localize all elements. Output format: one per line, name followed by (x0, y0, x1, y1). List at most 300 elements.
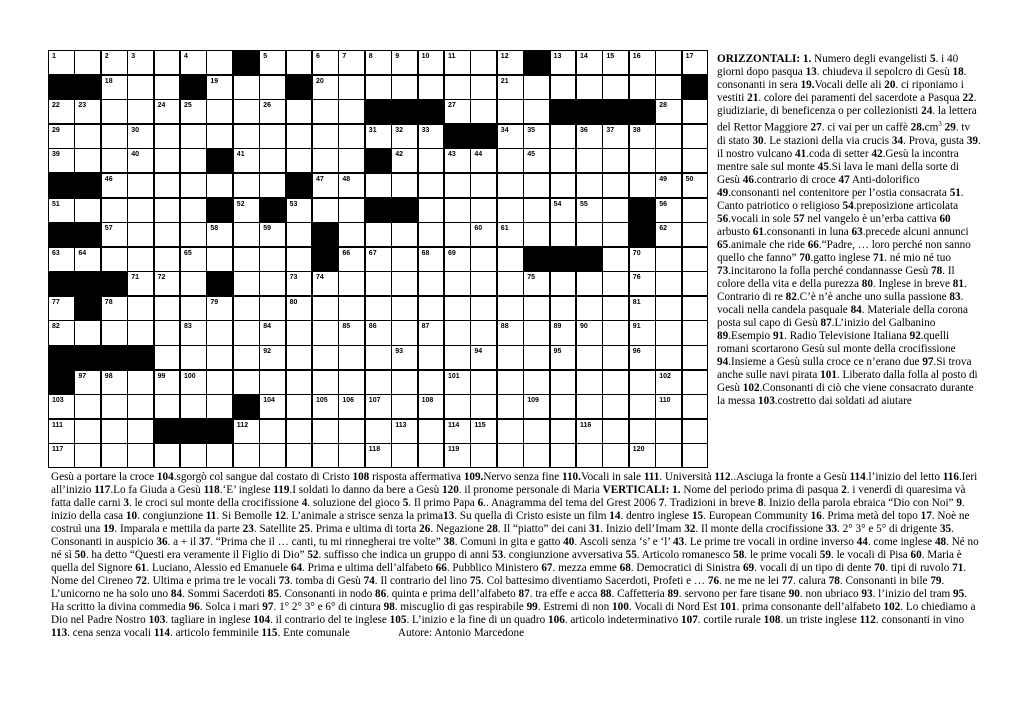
grid-cell[interactable] (286, 222, 313, 247)
grid-cell[interactable] (154, 345, 181, 370)
grid-cell[interactable] (523, 173, 550, 198)
grid-cell[interactable] (233, 296, 260, 321)
grid-cell[interactable] (391, 271, 418, 296)
grid-cell[interactable] (523, 222, 550, 247)
grid-cell[interactable] (629, 75, 656, 100)
grid-cell[interactable] (682, 50, 709, 75)
grid-cell[interactable] (629, 320, 656, 345)
grid-cell[interactable] (233, 419, 260, 444)
grid-cell[interactable] (259, 443, 286, 468)
grid-cell[interactable] (286, 148, 313, 173)
grid-cell[interactable] (470, 419, 497, 444)
grid-cell[interactable] (682, 198, 709, 223)
grid-cell[interactable] (154, 320, 181, 345)
grid-cell[interactable] (682, 394, 709, 419)
grid-cell[interactable] (629, 419, 656, 444)
grid-cell[interactable] (74, 99, 101, 124)
grid-cell[interactable] (470, 271, 497, 296)
grid-cell[interactable] (338, 75, 365, 100)
grid-cell[interactable] (444, 148, 471, 173)
grid-cell[interactable] (550, 50, 577, 75)
grid-cell[interactable] (127, 271, 154, 296)
grid-cell[interactable] (602, 320, 629, 345)
grid-cell[interactable] (444, 50, 471, 75)
grid-cell[interactable] (365, 296, 392, 321)
grid-cell[interactable] (550, 222, 577, 247)
grid-cell[interactable] (418, 271, 445, 296)
grid-cell[interactable] (206, 222, 233, 247)
grid-cell[interactable] (550, 345, 577, 370)
grid-cell[interactable] (259, 124, 286, 149)
grid-cell[interactable] (418, 222, 445, 247)
grid-cell[interactable] (286, 124, 313, 149)
grid-cell[interactable] (550, 148, 577, 173)
grid-cell[interactable] (682, 148, 709, 173)
grid-cell[interactable] (418, 320, 445, 345)
grid-cell[interactable] (286, 296, 313, 321)
grid-cell[interactable] (629, 148, 656, 173)
grid-cell[interactable] (127, 99, 154, 124)
grid-cell[interactable] (444, 222, 471, 247)
grid-cell[interactable] (444, 320, 471, 345)
grid-cell[interactable] (180, 99, 207, 124)
grid-cell[interactable] (682, 222, 709, 247)
grid-cell[interactable] (470, 247, 497, 272)
grid-cell[interactable] (682, 443, 709, 468)
grid-cell[interactable] (74, 370, 101, 395)
grid-cell[interactable] (48, 124, 75, 149)
grid-cell[interactable] (497, 173, 524, 198)
grid-cell[interactable] (286, 99, 313, 124)
grid-cell[interactable] (418, 50, 445, 75)
grid-cell[interactable] (127, 296, 154, 321)
grid-cell[interactable] (629, 50, 656, 75)
grid-cell[interactable] (418, 296, 445, 321)
grid-cell[interactable] (180, 247, 207, 272)
grid-cell[interactable] (127, 394, 154, 419)
grid-cell[interactable] (206, 50, 233, 75)
grid-cell[interactable] (470, 370, 497, 395)
grid-cell[interactable] (259, 271, 286, 296)
grid-cell[interactable] (74, 50, 101, 75)
grid-cell[interactable] (682, 419, 709, 444)
grid-cell[interactable] (259, 345, 286, 370)
grid-cell[interactable] (259, 173, 286, 198)
grid-cell[interactable] (365, 394, 392, 419)
grid-cell[interactable] (655, 198, 682, 223)
grid-cell[interactable] (576, 296, 603, 321)
grid-cell[interactable] (550, 173, 577, 198)
grid-cell[interactable] (259, 75, 286, 100)
grid-cell[interactable] (259, 394, 286, 419)
grid-cell[interactable] (655, 75, 682, 100)
grid-cell[interactable] (602, 443, 629, 468)
grid-cell[interactable] (180, 148, 207, 173)
grid-cell[interactable] (338, 345, 365, 370)
grid-cell[interactable] (233, 75, 260, 100)
grid-cell[interactable] (101, 222, 128, 247)
grid-cell[interactable] (312, 99, 339, 124)
grid-cell[interactable] (523, 394, 550, 419)
grid-cell[interactable] (312, 320, 339, 345)
grid-cell[interactable] (418, 443, 445, 468)
grid-cell[interactable] (365, 271, 392, 296)
grid-cell[interactable] (127, 419, 154, 444)
grid-cell[interactable] (470, 198, 497, 223)
grid-cell[interactable] (127, 320, 154, 345)
grid-cell[interactable] (602, 173, 629, 198)
grid-cell[interactable] (629, 247, 656, 272)
grid-cell[interactable] (523, 296, 550, 321)
grid-cell[interactable] (629, 345, 656, 370)
grid-cell[interactable] (338, 370, 365, 395)
grid-cell[interactable] (365, 247, 392, 272)
grid-cell[interactable] (259, 148, 286, 173)
grid-cell[interactable] (629, 296, 656, 321)
grid-cell[interactable] (74, 443, 101, 468)
grid-cell[interactable] (602, 370, 629, 395)
grid-cell[interactable] (365, 222, 392, 247)
grid-cell[interactable] (101, 296, 128, 321)
grid-cell[interactable] (127, 247, 154, 272)
grid-cell[interactable] (154, 296, 181, 321)
grid-cell[interactable] (550, 370, 577, 395)
grid-cell[interactable] (576, 50, 603, 75)
grid-cell[interactable] (444, 198, 471, 223)
grid-cell[interactable] (154, 124, 181, 149)
grid-cell[interactable] (180, 394, 207, 419)
grid-cell[interactable] (312, 173, 339, 198)
grid-cell[interactable] (602, 222, 629, 247)
grid-cell[interactable] (418, 148, 445, 173)
grid-cell[interactable] (286, 394, 313, 419)
grid-cell[interactable] (497, 148, 524, 173)
grid-cell[interactable] (550, 296, 577, 321)
grid-cell[interactable] (101, 320, 128, 345)
grid-cell[interactable] (286, 320, 313, 345)
grid-cell[interactable] (602, 75, 629, 100)
grid-cell[interactable] (418, 345, 445, 370)
grid-cell[interactable] (338, 99, 365, 124)
grid-cell[interactable] (497, 443, 524, 468)
grid-cell[interactable] (233, 247, 260, 272)
grid-cell[interactable] (682, 296, 709, 321)
grid-cell[interactable] (312, 443, 339, 468)
grid-cell[interactable] (101, 173, 128, 198)
grid-cell[interactable] (682, 124, 709, 149)
grid-cell[interactable] (550, 75, 577, 100)
grid-cell[interactable] (444, 370, 471, 395)
grid-cell[interactable] (312, 50, 339, 75)
grid-cell[interactable] (206, 320, 233, 345)
grid-cell[interactable] (180, 370, 207, 395)
grid-cell[interactable] (470, 296, 497, 321)
grid-cell[interactable] (497, 99, 524, 124)
grid-cell[interactable] (470, 50, 497, 75)
grid-cell[interactable] (418, 124, 445, 149)
grid-cell[interactable] (101, 99, 128, 124)
grid-cell[interactable] (312, 124, 339, 149)
grid-cell[interactable] (576, 394, 603, 419)
grid-cell[interactable] (602, 124, 629, 149)
grid-cell[interactable] (602, 296, 629, 321)
grid-cell[interactable] (470, 173, 497, 198)
grid-cell[interactable] (206, 394, 233, 419)
grid-cell[interactable] (286, 370, 313, 395)
grid-cell[interactable] (550, 394, 577, 419)
grid-cell[interactable] (391, 222, 418, 247)
grid-cell[interactable] (127, 370, 154, 395)
grid-cell[interactable] (286, 50, 313, 75)
grid-cell[interactable] (127, 75, 154, 100)
grid-cell[interactable] (523, 419, 550, 444)
grid-cell[interactable] (338, 296, 365, 321)
grid-cell[interactable] (629, 443, 656, 468)
grid-cell[interactable] (259, 370, 286, 395)
grid-cell[interactable] (338, 173, 365, 198)
grid-cell[interactable] (127, 443, 154, 468)
grid-cell[interactable] (101, 394, 128, 419)
grid-cell[interactable] (48, 296, 75, 321)
grid-cell[interactable] (286, 419, 313, 444)
grid-cell[interactable] (444, 271, 471, 296)
grid-cell[interactable] (338, 222, 365, 247)
grid-cell[interactable] (523, 271, 550, 296)
grid-cell[interactable] (206, 173, 233, 198)
grid-cell[interactable] (444, 75, 471, 100)
grid-cell[interactable] (470, 443, 497, 468)
grid-cell[interactable] (576, 345, 603, 370)
grid-cell[interactable] (101, 148, 128, 173)
grid-cell[interactable] (154, 148, 181, 173)
grid-cell[interactable] (180, 198, 207, 223)
grid-cell[interactable] (655, 394, 682, 419)
grid-cell[interactable] (365, 345, 392, 370)
grid-cell[interactable] (127, 198, 154, 223)
grid-cell[interactable] (629, 394, 656, 419)
grid-cell[interactable] (74, 198, 101, 223)
grid-cell[interactable] (629, 271, 656, 296)
grid-cell[interactable] (127, 124, 154, 149)
grid-cell[interactable] (655, 296, 682, 321)
grid-cell[interactable] (391, 419, 418, 444)
grid-cell[interactable] (101, 75, 128, 100)
grid-cell[interactable] (74, 124, 101, 149)
grid-cell[interactable] (523, 124, 550, 149)
grid-cell[interactable] (259, 296, 286, 321)
grid-cell[interactable] (682, 370, 709, 395)
grid-cell[interactable] (180, 443, 207, 468)
grid-cell[interactable] (48, 443, 75, 468)
grid-cell[interactable] (312, 75, 339, 100)
grid-cell[interactable] (338, 271, 365, 296)
grid-cell[interactable] (312, 394, 339, 419)
grid-cell[interactable] (682, 271, 709, 296)
grid-cell[interactable] (48, 320, 75, 345)
grid-cell[interactable] (470, 222, 497, 247)
grid-cell[interactable] (180, 271, 207, 296)
grid-cell[interactable] (470, 394, 497, 419)
grid-cell[interactable] (418, 173, 445, 198)
grid-cell[interactable] (497, 75, 524, 100)
grid-cell[interactable] (391, 320, 418, 345)
grid-cell[interactable] (655, 443, 682, 468)
grid-cell[interactable] (576, 320, 603, 345)
grid-cell[interactable] (550, 320, 577, 345)
grid-cell[interactable] (338, 198, 365, 223)
grid-cell[interactable] (418, 419, 445, 444)
grid-cell[interactable] (550, 198, 577, 223)
grid-cell[interactable] (523, 443, 550, 468)
grid-cell[interactable] (365, 124, 392, 149)
grid-cell[interactable] (338, 443, 365, 468)
grid-cell[interactable] (206, 99, 233, 124)
grid-cell[interactable] (338, 419, 365, 444)
grid-cell[interactable] (655, 419, 682, 444)
grid-cell[interactable] (286, 247, 313, 272)
grid-cell[interactable] (338, 247, 365, 272)
grid-cell[interactable] (602, 247, 629, 272)
grid-cell[interactable] (259, 99, 286, 124)
grid-cell[interactable] (206, 296, 233, 321)
grid-cell[interactable] (74, 247, 101, 272)
grid-cell[interactable] (602, 419, 629, 444)
grid-cell[interactable] (470, 345, 497, 370)
grid-cell[interactable] (233, 222, 260, 247)
grid-cell[interactable] (523, 320, 550, 345)
grid-cell[interactable] (391, 443, 418, 468)
grid-cell[interactable] (180, 124, 207, 149)
grid-cell[interactable] (48, 394, 75, 419)
grid-cell[interactable] (286, 443, 313, 468)
grid-cell[interactable] (338, 320, 365, 345)
grid-cell[interactable] (444, 394, 471, 419)
grid-cell[interactable] (523, 99, 550, 124)
grid-cell[interactable] (259, 222, 286, 247)
grid-cell[interactable] (154, 247, 181, 272)
grid-cell[interactable] (444, 345, 471, 370)
grid-cell[interactable] (312, 271, 339, 296)
grid-cell[interactable] (48, 148, 75, 173)
grid-cell[interactable] (206, 124, 233, 149)
grid-cell[interactable] (655, 370, 682, 395)
grid-cell[interactable] (154, 173, 181, 198)
grid-cell[interactable] (523, 345, 550, 370)
grid-cell[interactable] (470, 148, 497, 173)
grid-cell[interactable] (497, 345, 524, 370)
grid-cell[interactable] (497, 419, 524, 444)
grid-cell[interactable] (48, 247, 75, 272)
grid-cell[interactable] (154, 222, 181, 247)
grid-cell[interactable] (154, 271, 181, 296)
grid-cell[interactable] (444, 296, 471, 321)
grid-cell[interactable] (180, 173, 207, 198)
grid-cell[interactable] (576, 443, 603, 468)
grid-cell[interactable] (312, 370, 339, 395)
grid-cell[interactable] (312, 296, 339, 321)
grid-cell[interactable] (523, 198, 550, 223)
grid-cell[interactable] (391, 296, 418, 321)
grid-cell[interactable] (444, 99, 471, 124)
grid-cell[interactable] (233, 370, 260, 395)
grid-cell[interactable] (418, 394, 445, 419)
grid-cell[interactable] (391, 247, 418, 272)
grid-cell[interactable] (286, 198, 313, 223)
grid-cell[interactable] (576, 173, 603, 198)
grid-cell[interactable] (391, 124, 418, 149)
grid-cell[interactable] (523, 370, 550, 395)
grid-cell[interactable] (655, 247, 682, 272)
grid-cell[interactable] (391, 75, 418, 100)
grid-cell[interactable] (365, 419, 392, 444)
grid-cell[interactable] (602, 50, 629, 75)
grid-cell[interactable] (233, 148, 260, 173)
grid-cell[interactable] (154, 394, 181, 419)
grid-cell[interactable] (655, 345, 682, 370)
grid-cell[interactable] (497, 271, 524, 296)
grid-cell[interactable] (101, 247, 128, 272)
grid-cell[interactable] (74, 148, 101, 173)
grid-cell[interactable] (550, 443, 577, 468)
grid-cell[interactable] (444, 419, 471, 444)
grid-cell[interactable] (682, 320, 709, 345)
grid-cell[interactable] (497, 124, 524, 149)
grid-cell[interactable] (655, 173, 682, 198)
grid-cell[interactable] (206, 345, 233, 370)
grid-cell[interactable] (550, 271, 577, 296)
grid-cell[interactable] (682, 99, 709, 124)
grid-cell[interactable] (206, 247, 233, 272)
grid-cell[interactable] (365, 173, 392, 198)
grid-cell[interactable] (127, 173, 154, 198)
grid-cell[interactable] (259, 50, 286, 75)
grid-cell[interactable] (550, 124, 577, 149)
grid-cell[interactable] (74, 320, 101, 345)
grid-cell[interactable] (655, 320, 682, 345)
grid-cell[interactable] (180, 222, 207, 247)
grid-cell[interactable] (48, 50, 75, 75)
grid-cell[interactable] (418, 370, 445, 395)
grid-cell[interactable] (391, 173, 418, 198)
grid-cell[interactable] (312, 345, 339, 370)
grid-cell[interactable] (391, 394, 418, 419)
grid-cell[interactable] (180, 320, 207, 345)
grid-cell[interactable] (154, 99, 181, 124)
grid-cell[interactable] (154, 443, 181, 468)
grid-cell[interactable] (312, 148, 339, 173)
grid-cell[interactable] (259, 320, 286, 345)
grid-cell[interactable] (365, 50, 392, 75)
grid-cell[interactable] (312, 198, 339, 223)
grid-cell[interactable] (365, 320, 392, 345)
grid-cell[interactable] (497, 198, 524, 223)
grid-cell[interactable] (602, 198, 629, 223)
grid-cell[interactable] (629, 124, 656, 149)
grid-cell[interactable] (602, 394, 629, 419)
grid-cell[interactable] (338, 394, 365, 419)
grid-cell[interactable] (48, 198, 75, 223)
grid-cell[interactable] (550, 419, 577, 444)
grid-cell[interactable] (259, 419, 286, 444)
grid-cell[interactable] (576, 75, 603, 100)
grid-cell[interactable] (233, 124, 260, 149)
grid-cell[interactable] (470, 320, 497, 345)
grid-cell[interactable] (497, 222, 524, 247)
grid-cell[interactable] (655, 124, 682, 149)
grid-cell[interactable] (233, 320, 260, 345)
grid-cell[interactable] (682, 345, 709, 370)
grid-cell[interactable] (154, 50, 181, 75)
